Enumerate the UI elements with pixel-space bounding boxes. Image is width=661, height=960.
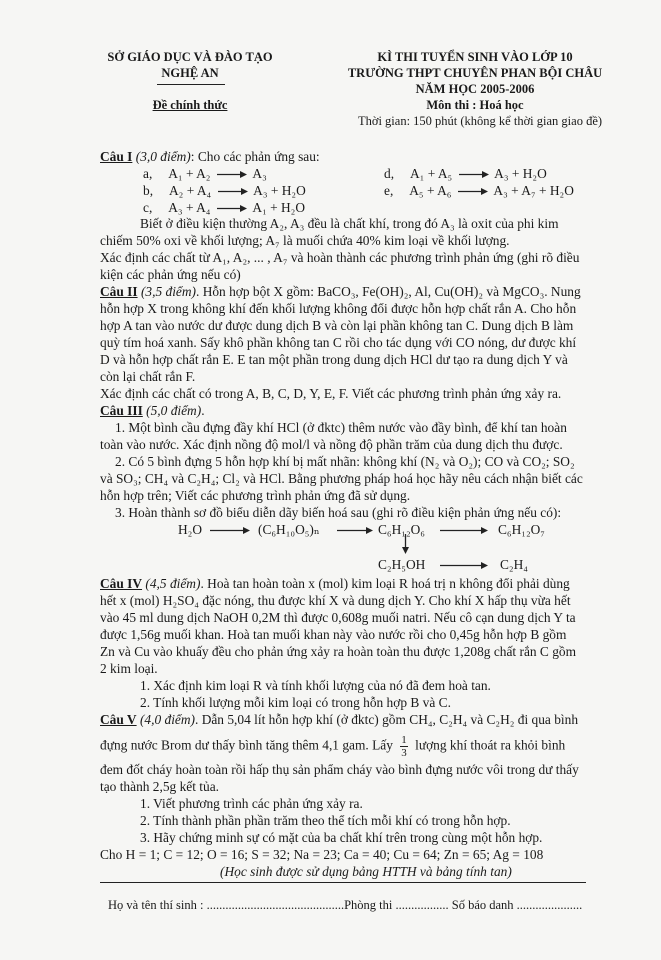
question-3-text: 1. Một bình cầu đựng đầy khí HCl (ở đktc) thêm nước vào đầy bình, để khí tan hoàn	[115, 420, 567, 435]
question-4-text: hết x (mol) H₂SO₄ đặc nóng, thu được khí X và dung dịch Y. Cho khí X hấp thụ vừa hết	[100, 593, 571, 608]
reaction-lhs: A₁ + A₂	[168, 166, 211, 181]
question-1-title: Câu I	[100, 149, 133, 164]
question-4-part: 2. Tính khối lượng mỗi kim loại có trong hỗn hợp B và C.	[140, 695, 451, 710]
question-4-text: . Hoà tan hoàn toàn x (mol) kim loại R hoá trị n không đổi phải dùng	[200, 576, 570, 591]
school-year: NĂM HỌC 2005-2006	[415, 82, 535, 96]
reaction-rhs: A₁ + H₂O	[252, 200, 306, 215]
reaction-label: b,	[143, 183, 154, 198]
question-5-heading	[100, 710, 578, 730]
arrow-icon	[459, 170, 489, 179]
reaction-label: c,	[143, 200, 153, 215]
question-1-text: kiện các phản ứng nếu có)	[100, 267, 241, 282]
reaction-lhs: A₁ + A₅	[410, 166, 453, 181]
question-2-text: hợp A tan vào nước dư được dung dịch B và còn lại phần không tan C. Dung dịch B làm	[100, 318, 574, 333]
question-5-text: lượng khí thoát ra khỏi bình	[415, 737, 566, 753]
reaction-e	[384, 181, 574, 201]
question-5-points: (4,0 điểm)	[139, 712, 195, 727]
reaction-lhs: A₂ + A₄	[169, 183, 212, 198]
question-4-text: 2 kim loại.	[100, 661, 158, 676]
time-limit: Thời gian: 150 phút (không kể thời gian giao đề)	[357, 114, 603, 128]
question-5-part: 1. Viết phương trình các phản ứng xảy ra.	[140, 796, 363, 811]
question-5-part: 3. Hãy chứng minh sự có mặt của ba chất khí trên trong cùng một hỗn hợp.	[140, 830, 543, 845]
arrow-icon	[458, 187, 488, 196]
question-5-part: 2. Tính thành phần phần trăm theo thể tích mỗi khí có trong hỗn hợp.	[140, 813, 511, 828]
question-1-text: Xác định các chất từ A₁, A₂, ... , A₇ và hoàn thành các phương trình phản ứng (ghi rõ điều	[100, 250, 580, 265]
question-3-text: hỗn hợp trên; Viết các phương trình phản ứng đã sử dụng.	[100, 488, 411, 503]
reaction-rhs: A₃	[252, 166, 267, 181]
exam-title: KÌ THI TUYỂN SINH VÀO LỚP 10	[377, 50, 573, 64]
official-label: Đề chính thức	[152, 98, 228, 112]
question-5-title: Câu V	[100, 712, 137, 727]
arrow-icon	[217, 204, 247, 213]
question-4-part: 1. Xác định kim loại R và tính khối lượng của nó đã đem hoà tan.	[140, 678, 491, 693]
department-name: SỞ GIÁO DỤC VÀ ĐÀO TẠO	[107, 50, 273, 64]
candidate-info-line: Họ và tên thí sinh : ............................................Phòng thi ................. Số báo danh .....................	[108, 898, 583, 912]
arrow-icon	[337, 526, 373, 535]
question-3-text: 3. Hoàn thành sơ đồ biểu diễn dãy biến hoá sau (ghi rõ điều kiện phản ứng nếu có):	[115, 505, 562, 520]
question-4-text: Zn và Cu vào khuấy đều cho phản ứng xảy ra hoàn toàn thu được 1,208g chất rắn C gồm	[100, 644, 577, 659]
scheme-ethanol: C₂H₅OH	[378, 557, 426, 572]
question-3-text: toàn vào nước. Xác định nồng độ mol/l và nồng độ phần trăm của dung dịch thu được.	[100, 437, 563, 452]
question-2-text: hỗn hợp X trong không khí đến khối lượng không đổi được hỗn hợp chất rắn A. Cho hỗn	[100, 301, 577, 316]
question-5-fraction-line	[100, 734, 565, 759]
question-5-text: . Dẫn 5,04 lít hỗn hợp khí (ở đktc) gồm CH₄, C₂H₄ và C₂H₂ đi qua bình	[195, 712, 579, 727]
question-4-text: được 1,56g muối khan. Hoà tan muối khan này vào nước rồi cho 0,45g hỗn hợp B gồm	[100, 627, 567, 642]
question-2-text: D và hỗn hợp chất rắn E. E tan một phần trong dung dịch HCl dư tạo ra dung dịch Y và	[100, 352, 568, 367]
arrow-icon	[440, 561, 488, 570]
reaction-label: d,	[384, 166, 395, 181]
question-1-points: (3,0 điểm)	[135, 149, 191, 164]
question-2-text: Xác định các chất có trong A, B, C, D, Y, E, F. Viết các phương trình phản ứng xảy ra.	[100, 386, 562, 401]
scheme-starch: (C₆H₁₀O₅)ₙ	[258, 522, 320, 537]
atomic-masses: Cho H = 1; C = 12; O = 16; S = 32; Na = 23; Ca = 40; Cu = 64; Zn = 65; Ag = 108	[100, 847, 544, 862]
school-name: TRƯỜNG THPT CHUYÊN PHAN BỘI CHÂU	[347, 66, 603, 80]
reaction-rhs: A₃ + H₂O	[253, 183, 306, 198]
question-4-title: Câu IV	[100, 576, 143, 591]
reaction-rhs: A₃ + A₇ + H₂O	[493, 183, 574, 198]
question-2-text: . Hỗn hợp bột X gồm: BaCO₃, Fe(OH)₂, Al, Cu(OH)₂ và MgCO₃. Nung	[196, 284, 581, 299]
question-5-text: đem đốt cháy hoàn toàn rồi hấp thụ sản phẩm cháy vào bình đựng nước vôi trong dư thấy	[100, 762, 579, 777]
question-2-text: còn lại chất rắn F.	[100, 369, 196, 384]
arrow-icon	[210, 526, 250, 535]
arrow-icon	[218, 187, 248, 196]
question-1-text: chiếm 50% oxi về khối lượng; A₇ là muối chứa 40% kim loại về khối lượng.	[100, 233, 510, 248]
question-2-text: quỳ tím hoá xanh. Sấy khô phần không tan C rồi cho tác dụng với CO nóng, dư được khí	[100, 335, 577, 350]
question-3-text: 2. Có 5 bình đựng 5 hỗn hợp khí bị mất nhãn: không khí (N₂ và O₂); CO và CO₂; SO₂	[115, 454, 575, 469]
arrow-down-icon	[401, 534, 410, 554]
question-2-points: (3,5 điểm)	[140, 284, 196, 299]
reaction-label: e,	[384, 183, 394, 198]
question-3-points: (5,0 điểm)	[146, 403, 202, 418]
reaction-lhs: A₅ + A₆	[409, 183, 452, 198]
scheme-glucose: C₆H₁₂O₆	[378, 522, 425, 537]
fraction-numerator: 1	[401, 734, 407, 746]
question-5-text: đựng nước Brom dư thấy bình tăng thêm 4,1 gam. Lấy	[100, 737, 393, 753]
question-1-text: Biết ở điều kiện thường A₂, A₃ đều là chất khí, trong đó A₃ là oxit của phi kim	[140, 216, 559, 231]
reaction-label: a,	[143, 166, 153, 181]
question-1-intro: : Cho các phản ứng sau:	[190, 149, 320, 164]
reaction-rhs: A₃ + H₂O	[494, 166, 547, 181]
question-3-title: Câu III	[100, 403, 143, 418]
scheme-h2o: H₂O	[178, 522, 203, 537]
question-5-text: tạo thành 2,5g kết tủa.	[100, 779, 219, 794]
province-name: NGHỆ AN	[161, 66, 219, 80]
fraction-denominator: 3	[401, 747, 407, 759]
subject: Môn thi : Hoá học	[426, 98, 524, 112]
question-3-text: và SO₃; CH₄ và C₂H₄; Cl₂ và HCl. Bằng phương pháp hoá học hãy nêu cách nhận biết các	[100, 471, 583, 486]
allowed-materials-note: (Học sinh được sử dụng bảng HTTH và bảng tính tan)	[220, 864, 512, 879]
arrow-icon	[440, 526, 488, 535]
fraction-one-third	[400, 734, 408, 759]
scheme-ethylene: C₂H₄	[500, 557, 528, 572]
question-4-text: vào 45 ml dung dịch NaOH 0,2M thì được 0,608g muối natri. Nếu cô cạn dung dịch Y ta	[100, 610, 576, 625]
question-3-heading: Câu III (5,0 điểm).	[100, 403, 205, 418]
footer-divider	[100, 882, 586, 883]
arrow-icon	[217, 170, 247, 179]
question-4-points: (4,5 điểm)	[145, 576, 201, 591]
scheme-gluconic-acid: C₆H₁₂O₇	[498, 522, 545, 537]
reaction-lhs: A₃ + A₄	[168, 200, 211, 215]
header-divider	[157, 84, 225, 85]
question-2-title: Câu II	[100, 284, 138, 299]
